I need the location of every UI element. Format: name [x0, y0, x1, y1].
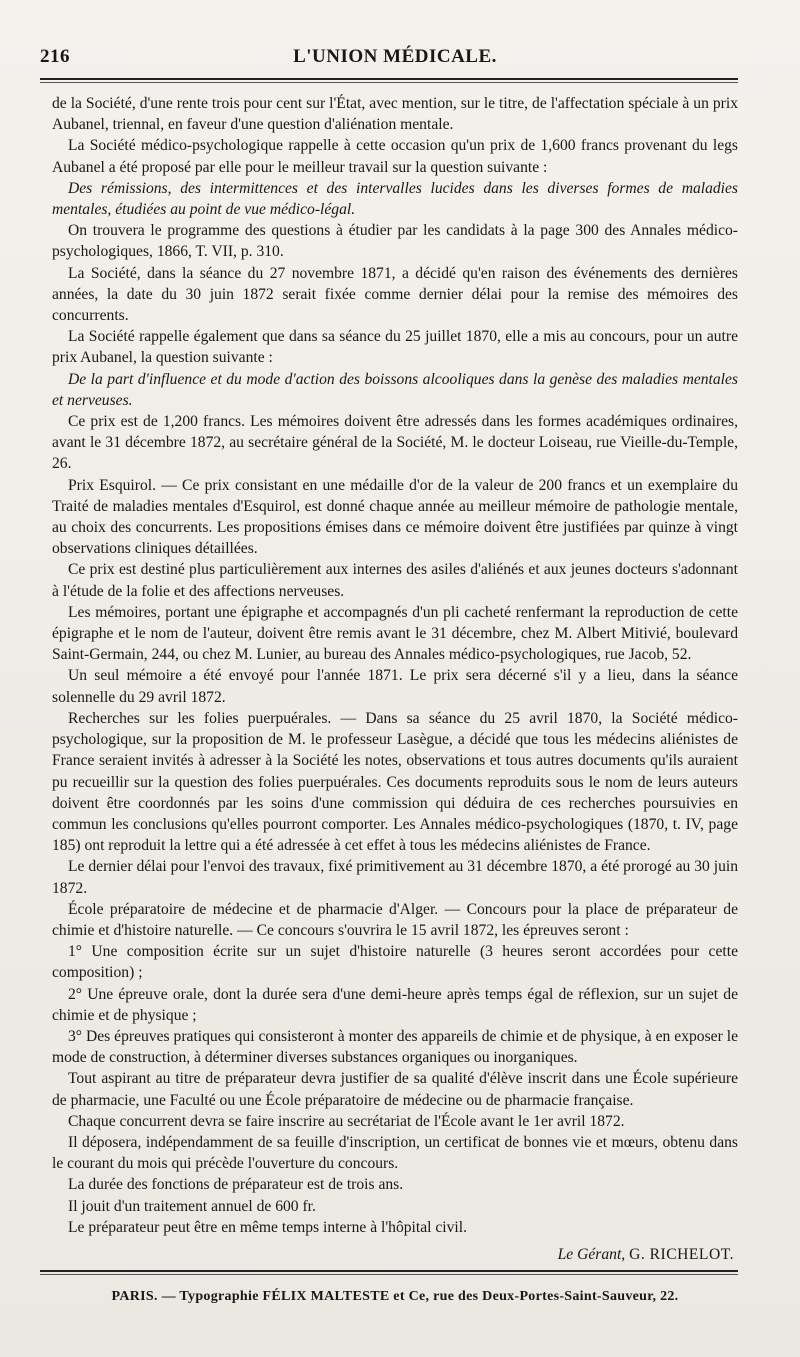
footer-rule-thin — [40, 1274, 738, 1275]
paragraph: Chaque concurrent devra se faire inscrire au secrétariat de l'École avant le 1er avril 1872. — [68, 1112, 625, 1130]
paragraph: Ce prix est destiné plus particulièrement aux internes des asiles d'aliénés et aux jeunes docteurs s'adonnant à l'étude de la folie et des affections nerveuses. — [52, 561, 738, 600]
paragraph: Le dernier délai pour l'envoi des travaux, fixé primitivement au 31 décembre 1870, a été prorogé au 30 juin 1872. — [52, 858, 738, 897]
paragraph-question: De la part d'influence et du mode d'action des boissons alcooliques dans la genèse des maladies mentales et nerveuses. — [52, 370, 738, 409]
paragraph: On trouvera le programme des questions à étudier par les candidats à la page 300 des Annales médico-psychologiques, 1866, T. VII, p. 310. — [52, 222, 738, 261]
header-rule-thin — [40, 82, 738, 83]
list-item: 2° Une épreuve orale, dont la durée sera d'une demi-heure après temps égal de réflexion, sur un sujet de chimie et de physique ; — [52, 985, 738, 1024]
paragraph: La Société médico-psychologique rappelle à cette occasion qu'un prix de 1,600 francs provenant du legs Aubanel a été proposé par elle pour le meilleur travail sur la question suivante : — [52, 137, 738, 176]
signature-label: Le Gérant, — [557, 1245, 626, 1263]
paragraph: La Société, dans la séance du 27 novembre 1871, a décidé qu'en raison des événements des dernières années, la date du 30 juin 1872 serait fixée comme dernier délai pour la remise des mémoires des concurrents. — [52, 264, 738, 325]
paragraph-folies-puerperales: Recherches sur les folies puerpuérales. — Dans sa séance du 25 avril 1870, la Société médico-psychologique, sur la proposition de M. le professeur Lasègue, a décidé que tous les médecins aliénistes de France seraient invités à adresser à la Société les notes, observations et tous autres documents qu'ils auraient pu recueillir sur la question des folies puerpuérales. Ces documents reproduits sous le nom de leurs auteurs doivent être coordonnés par les soins d'une commission qui déduira de ces recherches poursuivies en commun les conclusions qu'elles pourront comporter. Les Annales médico-psychologiques (1870, t. IV, page 185) ont reproduit la lettre qui a été adressée à cet effet à tous les médecins aliénistes de France. — [52, 709, 738, 855]
paragraph-ecole-alger: École préparatoire de médecine et de pharmacie d'Alger. — Concours pour la place de préparateur de chimie et d'histoire naturelle. — Ce concours s'ouvrira le 15 avril 1872, les épreuves seront : — [52, 900, 738, 939]
printer-imprint: PARIS. — Typographie FÉLIX MALTESTE et Ce, rue des Deux-Portes-Saint-Sauveur, 22. — [111, 1288, 679, 1304]
header-rule — [40, 78, 738, 80]
paragraph: Les mémoires, portant une épigraphe et accompagnés d'un pli cacheté renfermant la reproduction de cette épigraphe et le nom de l'auteur, doivent être remis avant le 31 décembre, chez M. Albert Mitivié, boulevard Saint-Germain, 244, ou chez M. Lunier, au bureau des Annales médico-psychologiques, rue Jacob, 52. — [52, 603, 738, 664]
page-header — [40, 46, 738, 74]
journal-title: L'UNION MÉDICALE. — [293, 46, 497, 67]
paragraph: Il déposera, indépendamment de sa feuille d'inscription, un certificat de bonnes vie et mœurs, obtenu dans le courant du mois qui précède l'ouverture du concours. — [52, 1133, 738, 1173]
paragraph: La Société rappelle également que dans sa séance du 25 juillet 1870, elle a mis au concours, pour un autre prix Aubanel, la question suivante : — [52, 328, 738, 367]
signature-name: G. RICHELOT. — [629, 1245, 734, 1263]
paragraph-question: Des rémissions, des intermittences et des intervalles lucides dans les diverses formes de maladies mentales, étudiées au point de vue médico-légal. — [52, 179, 738, 219]
paragraph: Tout aspirant au titre de préparateur devra justifier de sa qualité d'élève inscrit dans une École supérieure de pharmacie, une Faculté ou une École préparatoire de médecine ou de pharmacie française. — [52, 1070, 738, 1109]
paragraph: Ce prix est de 1,200 francs. Les mémoires doivent être adressés dans les formes académiques ordinaires, avant le 31 décembre 1872, au secrétaire général de la Société, M. le docteur Loiseau, rue Vieille-du-Temple, 26. — [52, 413, 738, 473]
page-number: 216 — [40, 46, 70, 67]
list-item: 1° Une composition écrite sur un sujet d'histoire naturelle (3 heures seront accordées pour cette composition) ; — [52, 943, 738, 982]
footer-rule — [40, 1270, 738, 1272]
article-body — [52, 93, 738, 1238]
paragraph: La durée des fonctions de préparateur est de trois ans. — [68, 1176, 404, 1194]
paragraph: Un seul mémoire a été envoyé pour l'année 1871. Le prix sera décerné s'il y a lieu, dans la séance solennelle du 29 avril 1872. — [52, 667, 738, 706]
paragraph: Il jouit d'un traitement annuel de 600 fr. — [68, 1197, 316, 1215]
paragraph: de la Société, d'une rente trois pour cent sur l'État, avec mention, sur le titre, de l'affectation spéciale à un prix Aubanel, triennal, en faveur d'une question d'aliénation mentale. — [52, 95, 738, 134]
signature — [52, 1246, 738, 1264]
paragraph-prix-esquirol: Prix Esquirol. — Ce prix consistant en une médaille d'or de la valeur de 200 francs et un exemplaire du Traité de maladies mentales d'Esquirol, est donné chaque année au meilleur mémoire de pathologie mentale, au choix des concurrents. Les propositions émises dans ce mémoire doivent être justifiées par quinze à vingt observations cliniques détaillées. — [52, 476, 738, 558]
list-item: 3° Des épreuves pratiques qui consisteront à monter des appareils de chimie et de physique, à en exposer le mode de construction, à déterminer diverses substances organiques ou inorganiques. — [52, 1027, 738, 1067]
paragraph: Le préparateur peut être en même temps interne à l'hôpital civil. — [68, 1218, 467, 1236]
